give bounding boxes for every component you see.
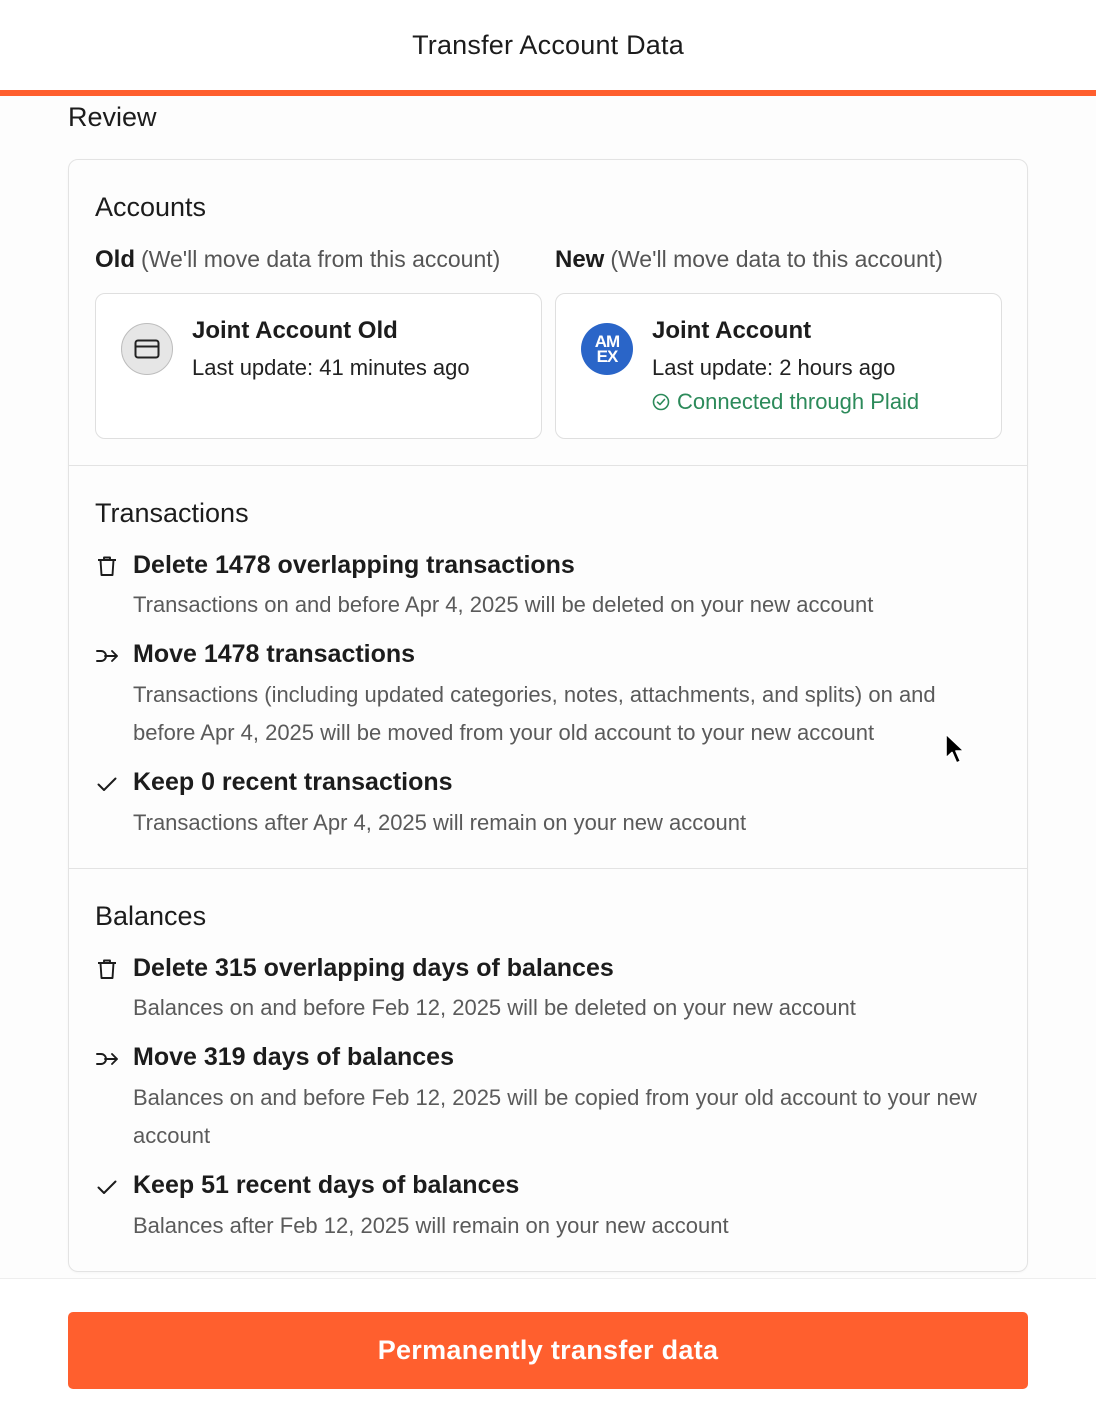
section-divider [69,868,1027,869]
connection-status-text: Connected through Plaid [677,389,920,414]
keep-balances-title: Keep 51 recent days of balances [133,1171,520,1199]
old-account-card [95,293,542,439]
move-balances-desc: Balances on and before Feb 12, 2025 will be copied from your old account to your new account [133,1085,977,1148]
connection-status [652,389,919,415]
trash-icon [95,554,119,578]
card-icon [121,323,173,375]
delete-balances-title: Delete 315 overlapping days of balances [133,954,614,982]
keep-transactions-desc: Transactions after Apr 4, 2025 will remain on your new account [133,810,747,835]
new-account-card [555,293,1002,439]
section-divider [69,465,1027,466]
keep-transactions-title: Keep 0 recent transactions [133,768,453,796]
move-transactions-desc: Transactions (including updated categories, notes, attachments, and splits) on and before Apr 4, 2025 will be moved from your old account to your new account [133,682,936,745]
check-icon [95,1175,119,1199]
accounts-heading: Accounts [95,192,207,222]
mouse-cursor-icon [944,732,966,766]
new-account-last-update: Last update: 2 hours ago [652,355,896,380]
check-icon [95,772,119,796]
move-arrow-icon [95,1047,119,1071]
delete-balances-desc: Balances on and before Feb 12, 2025 will be deleted on your new account [133,995,856,1020]
review-heading: Review [68,102,157,132]
permanently-transfer-button[interactable]: Permanently transfer data [68,1312,1028,1389]
delete-transactions-desc: Transactions on and before Apr 4, 2025 will be deleted on your new account [133,592,874,617]
old-account-last-update: Last update: 41 minutes ago [192,355,470,380]
old-account-header [95,246,500,274]
footer [0,1278,1096,1414]
progress-bar [0,90,1096,96]
trash-icon [95,957,119,981]
header [0,0,1096,90]
move-balances-title: Move 319 days of balances [133,1043,454,1071]
review-card [68,159,1028,1272]
check-circle-icon [652,393,670,411]
old-account-name: Joint Account Old [192,317,398,344]
balances-heading: Balances [95,901,207,931]
old-label: Old [95,246,135,273]
delete-transactions-title: Delete 1478 overlapping transactions [133,551,575,579]
keep-balances-desc: Balances after Feb 12, 2025 will remain on your new account [133,1213,729,1238]
amex-logo: AM EX [581,323,633,375]
new-hint: (We'll move data to this account) [610,246,943,272]
old-hint: (We'll move data from this account) [141,246,501,272]
move-arrow-icon [95,644,119,668]
new-account-header [555,246,943,274]
move-transactions-title: Move 1478 transactions [133,640,416,668]
new-label: New [555,246,605,273]
page-title: Transfer Account Data [412,29,684,60]
new-account-name: Joint Account [652,317,812,344]
transactions-heading: Transactions [95,498,249,528]
